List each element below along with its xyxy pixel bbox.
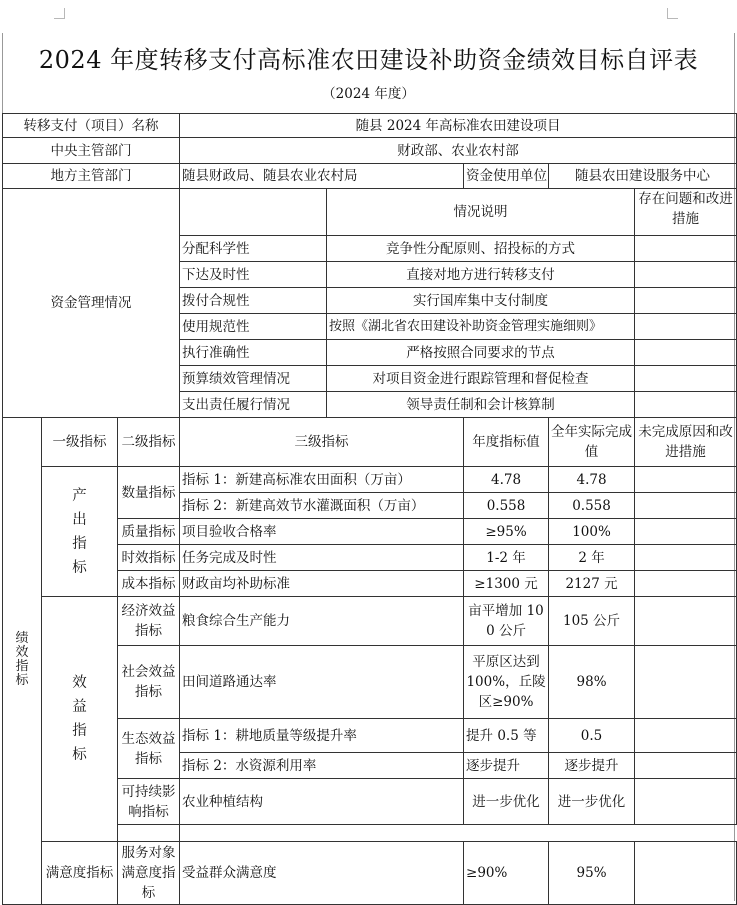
indicator-target: ≥90% — [464, 842, 549, 905]
local-dept-value: 随县财政局、随县农业农村局 — [180, 164, 464, 189]
fund-item-issue — [635, 314, 737, 340]
indicator-actual: 2 年 — [549, 545, 635, 571]
local-dept-label: 地方主管部门 — [3, 164, 180, 189]
indicator-name: 指标 2：水资源利用率 — [180, 753, 464, 779]
perf-actual-header: 全年实际完成值 — [549, 418, 635, 467]
indicator-actual: 0.5 — [549, 719, 635, 753]
indicator-name: 粮食综合生产能力 — [180, 597, 464, 646]
page-subtitle: （2024 年度） — [322, 86, 415, 102]
indicator-reason — [635, 519, 737, 545]
indicator-name: 任务完成及时性 — [180, 545, 464, 571]
spacer-cell — [118, 825, 180, 842]
indicator-reason — [635, 753, 737, 779]
fund-user-value: 随县农田建设服务中心 — [549, 164, 737, 189]
fund-item-desc: 实行国库集中支付制度 — [327, 288, 635, 314]
fund-item-desc: 对项目资金进行跟踪管理和督促检查 — [327, 366, 635, 392]
fund-user-label: 资金使用单位 — [464, 164, 549, 189]
indicator-actual: 4.78 — [549, 467, 635, 493]
quantity-indicator-label: 数量指标 — [118, 467, 180, 519]
indicator-target: ≥1300 元 — [464, 571, 549, 597]
indicator-name: 指标 1：新建高标准农田面积（万亩） — [180, 467, 464, 493]
indicator-reason — [635, 467, 737, 493]
indicator-target: 逐步提升 — [464, 753, 549, 779]
time-indicator-label: 时效指标 — [118, 545, 180, 571]
indicator-target: 0.558 — [464, 493, 549, 519]
project-name-value: 随县 2024 年高标准农田建设项目 — [180, 114, 737, 138]
indicator-actual: 105 公斤 — [549, 597, 635, 646]
fund-mgmt-label: 资金管理情况 — [3, 189, 180, 418]
eco-indicator-label: 生态效益指标 — [118, 719, 180, 779]
indicator-name: 受益群众满意度 — [180, 842, 464, 905]
fund-item: 支出责任履行情况 — [180, 392, 327, 418]
perf-section-cell — [3, 418, 42, 905]
indicator-actual: 100% — [549, 519, 635, 545]
perf-reason-header: 未完成原因和改进措施 — [635, 418, 737, 467]
indicator-reason — [635, 597, 737, 646]
fund-item-desc: 严格按照合同要求的节点 — [327, 340, 635, 366]
satisfaction-indicator-label: 满意度指标 — [42, 842, 118, 905]
service-satisfaction-label: 服务对象满意度指标 — [118, 842, 180, 905]
indicator-target: 进一步优化 — [464, 779, 549, 825]
indicator-actual: 逐步提升 — [549, 753, 635, 779]
project-name-label: 转移支付（项目）名称 — [3, 114, 180, 138]
fund-item-desc: 领导责任制和会计核算制 — [327, 392, 635, 418]
fund-item: 预算绩效管理情况 — [180, 366, 327, 392]
indicator-reason — [635, 646, 737, 719]
indicator-target: 4.78 — [464, 467, 549, 493]
indicator-name: 项目验收合格率 — [180, 519, 464, 545]
crop-mark-top-right — [667, 8, 678, 19]
fund-mgmt-desc-header: 情况说明 — [327, 189, 635, 236]
indicator-reason — [635, 779, 737, 825]
crop-mark-top-left — [54, 8, 65, 19]
indicator-target: ≥95% — [464, 519, 549, 545]
indicator-target: 1-2 年 — [464, 545, 549, 571]
fund-item: 使用规范性 — [180, 314, 327, 340]
fund-item: 下达及时性 — [180, 262, 327, 288]
cost-indicator-label: 成本指标 — [118, 571, 180, 597]
evaluation-table — [2, 113, 737, 905]
central-dept-value: 财政部、农业农村部 — [180, 138, 737, 164]
fund-item-issue — [635, 392, 737, 418]
indicator-name: 农业种植结构 — [180, 779, 464, 825]
benefit-indicator-label: 效益指标 — [72, 675, 87, 763]
fund-item: 拨付合规性 — [180, 288, 327, 314]
econ-indicator-label: 经济效益指标 — [118, 597, 180, 646]
fund-item-issue — [635, 340, 737, 366]
indicator-name: 指标 2：新建高效节水灌溉面积（万亩） — [180, 493, 464, 519]
perf-section-label: 绩效指标 — [15, 631, 29, 688]
quality-indicator-label: 质量指标 — [118, 519, 180, 545]
perf-level1-header: 一级指标 — [42, 418, 118, 467]
fund-item-desc: 直接对地方进行转移支付 — [327, 262, 635, 288]
indicator-reason — [635, 493, 737, 519]
fund-mgmt-blank-cell — [180, 189, 327, 236]
indicator-actual: 98% — [549, 646, 635, 719]
indicator-reason — [635, 719, 737, 753]
fund-item: 分配科学性 — [180, 236, 327, 262]
fund-item: 执行准确性 — [180, 340, 327, 366]
social-indicator-label: 社会效益指标 — [118, 646, 180, 719]
output-indicator-label: 产出指标 — [72, 487, 87, 576]
perf-level3-header: 三级指标 — [180, 418, 464, 467]
indicator-actual: 进一步优化 — [549, 779, 635, 825]
output-indicator-cell — [42, 467, 118, 597]
indicator-actual: 95% — [549, 842, 635, 905]
indicator-actual: 2127 元 — [549, 571, 635, 597]
fund-item-issue — [635, 366, 737, 392]
indicator-reason — [635, 842, 737, 905]
fund-item-issue — [635, 288, 737, 314]
indicator-reason — [635, 545, 737, 571]
benefit-indicator-cell — [42, 597, 118, 842]
page-title: 2024 年度转移支付高标准农田建设补助资金绩效目标自评表 — [38, 46, 699, 74]
indicator-name: 田间道路通达率 — [180, 646, 464, 719]
fund-item-desc: 按照《湖北省农田建设补助资金管理实施细则》 — [327, 314, 635, 340]
perf-level2-header: 二级指标 — [118, 418, 180, 467]
fund-item-issue — [635, 262, 737, 288]
indicator-target: 提升 0.5 等 — [464, 719, 549, 753]
indicator-name: 财政亩均补助标准 — [180, 571, 464, 597]
indicator-target: 平原区达到 100%，丘陵区≥90% — [464, 646, 549, 719]
perf-target-header: 年度指标值 — [464, 418, 549, 467]
indicator-reason — [635, 571, 737, 597]
indicator-target: 亩平增加 100 公斤 — [464, 597, 549, 646]
indicator-actual: 0.558 — [549, 493, 635, 519]
fund-mgmt-issue-header: 存在问题和改进措施 — [635, 189, 737, 236]
spacer-cell — [180, 825, 737, 842]
fund-item-issue — [635, 236, 737, 262]
fund-item-desc: 竞争性分配原则、招投标的方式 — [327, 236, 635, 262]
central-dept-label: 中央主管部门 — [3, 138, 180, 164]
indicator-name: 指标 1：耕地质量等级提升率 — [180, 719, 464, 753]
sustain-indicator-label: 可持续影响指标 — [118, 779, 180, 825]
